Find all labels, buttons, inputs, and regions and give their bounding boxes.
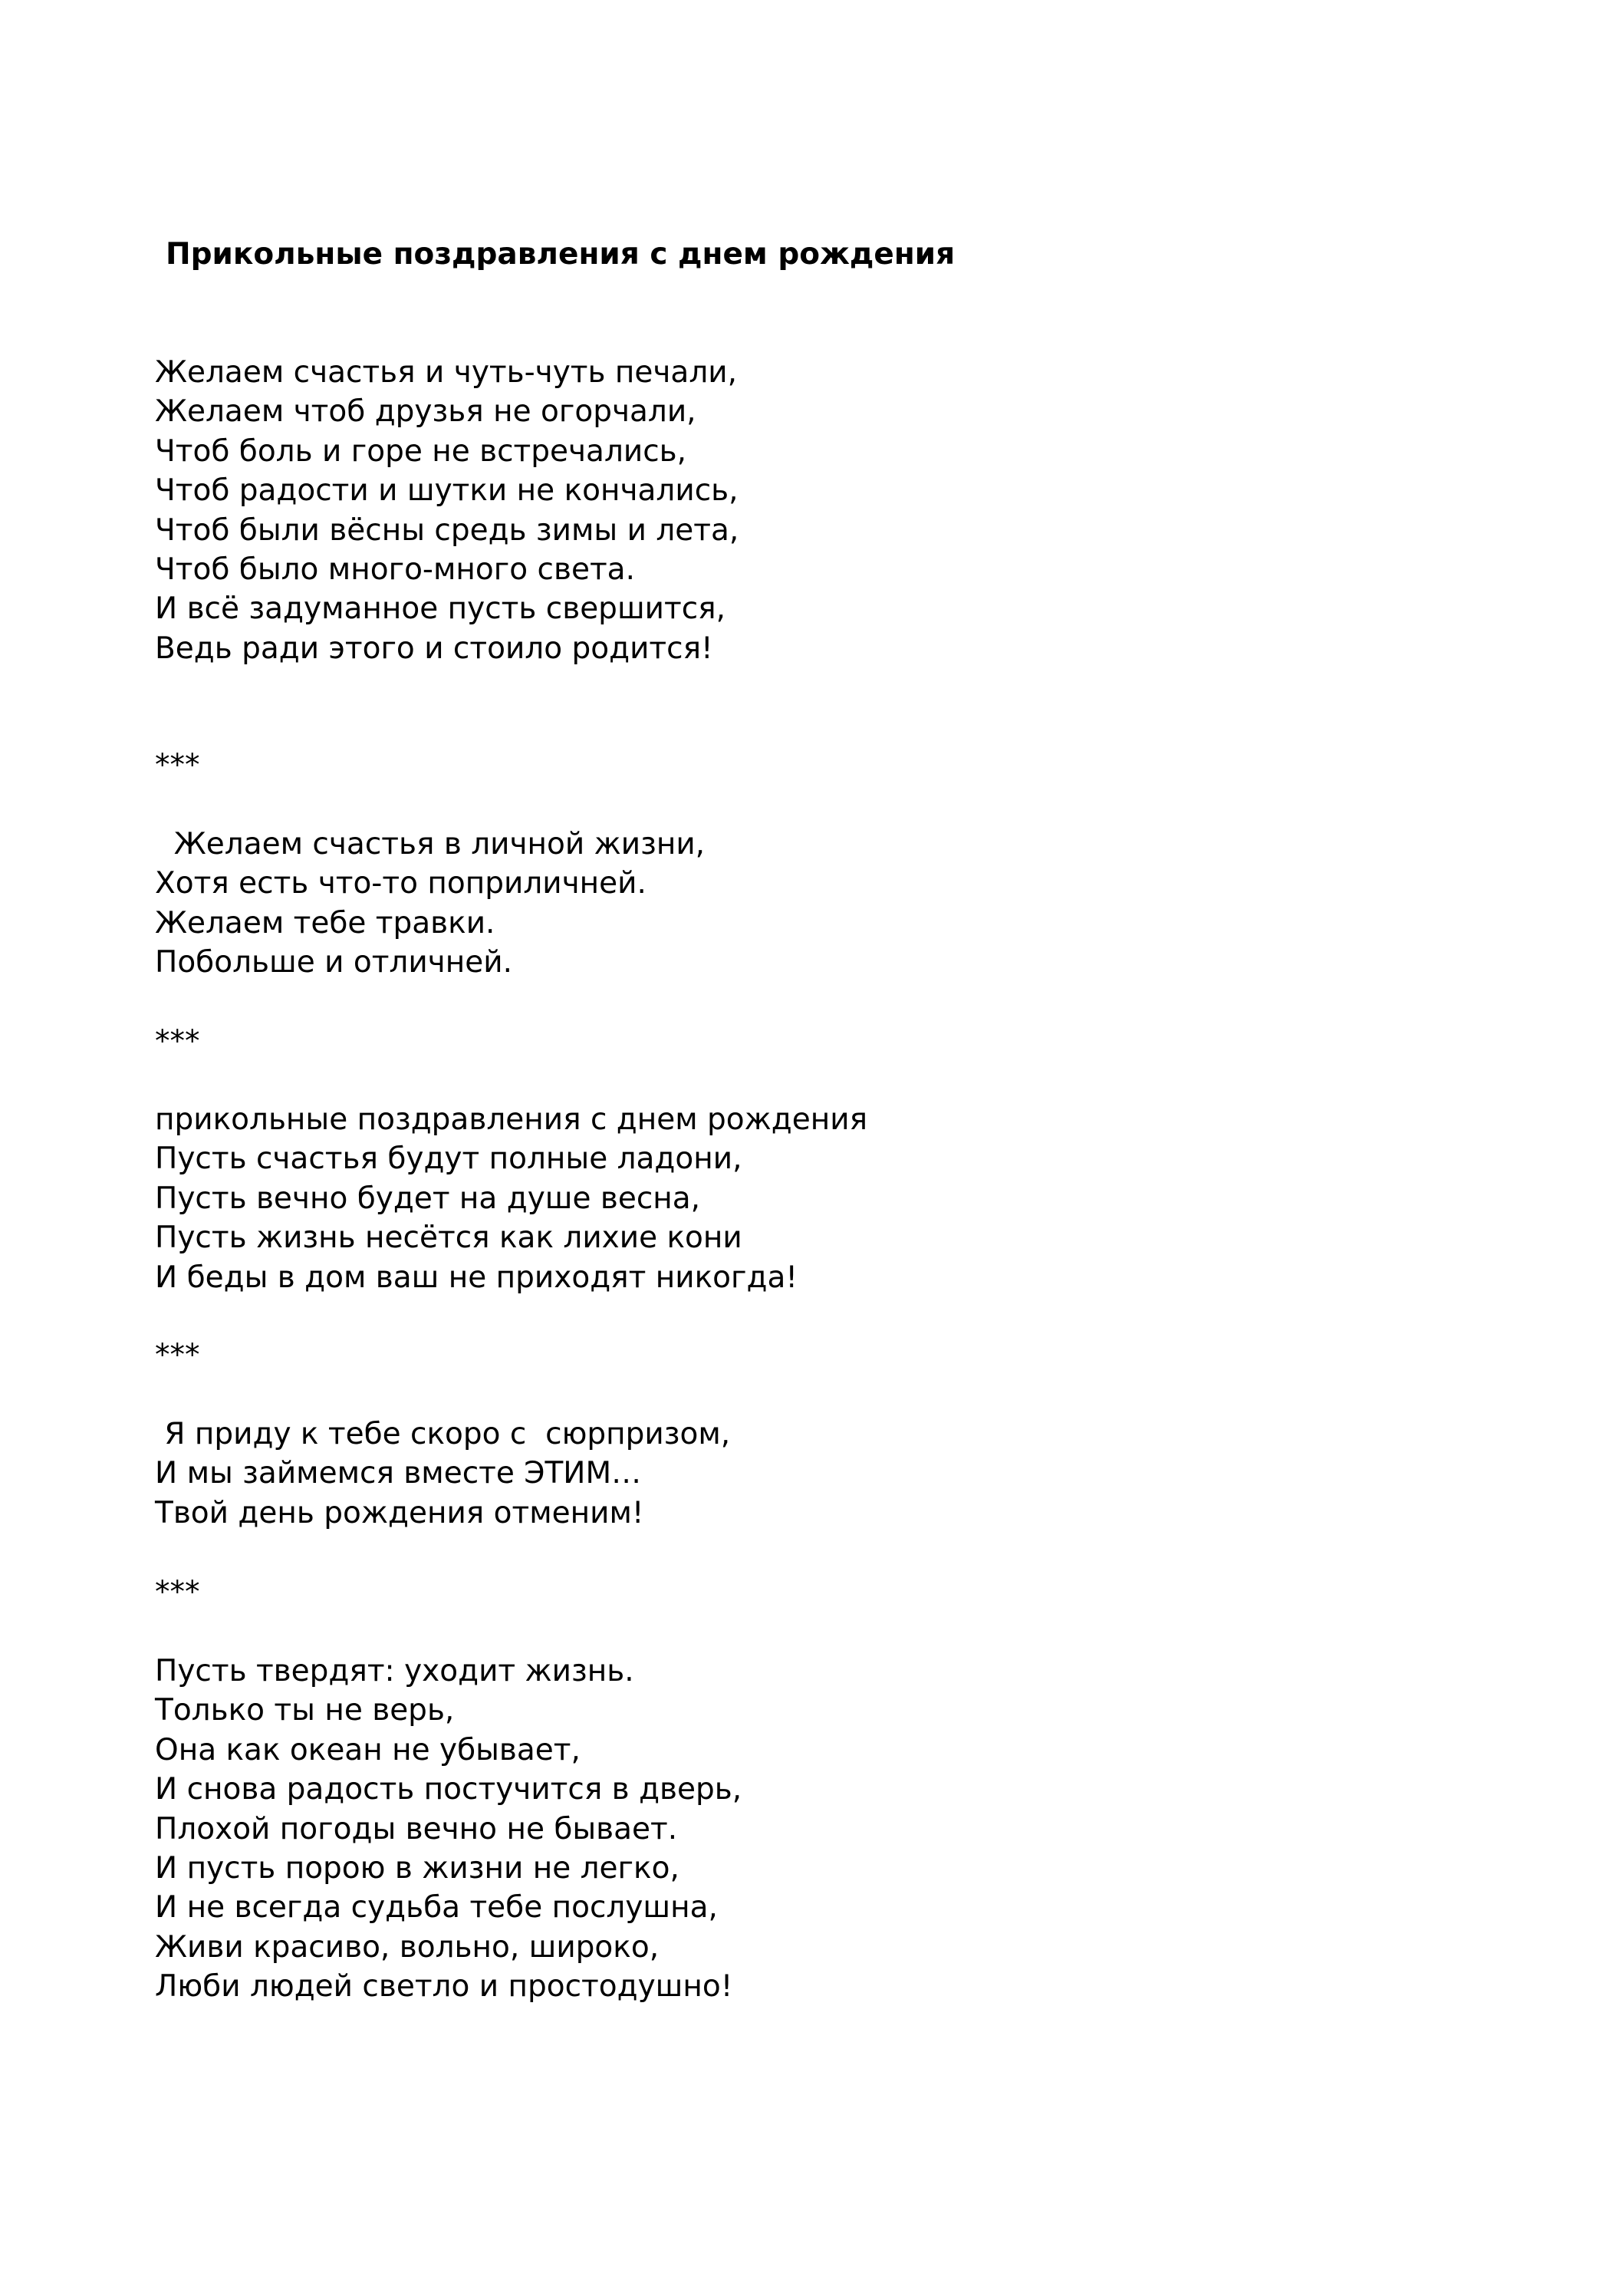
poem-line: Чтоб радости и шутки не кончались, bbox=[155, 473, 739, 509]
poem-line: И снова радость постучится в дверь, bbox=[155, 1772, 742, 1807]
poem-1 bbox=[155, 353, 739, 668]
poem-line: И беды в дом ваш не приходят никогда! bbox=[155, 1260, 798, 1295]
poem-line: Пусть счастья будут полные ладони, bbox=[155, 1141, 742, 1177]
poem-line: Плохой погоды вечно не бывает. bbox=[155, 1811, 678, 1846]
poem-4 bbox=[155, 1415, 730, 1533]
poem-line: Пусть твердят: уходит жизнь. bbox=[155, 1654, 634, 1688]
poem-line: Желаем счастья в личной жизни, bbox=[155, 827, 706, 861]
poem-line: Желаем чтоб друзья не огорчали, bbox=[155, 394, 696, 430]
separator-3: *** bbox=[155, 1338, 200, 1372]
document-title: Прикольные поздравления с днем рождения bbox=[166, 237, 956, 272]
poem-line: Я приду к тебе скоро с сюрпризом, bbox=[155, 1417, 731, 1451]
poem-line: И мы займемся вместе ЭТИМ… bbox=[155, 1456, 642, 1491]
poem-3 bbox=[155, 1100, 867, 1297]
poem-2 bbox=[155, 825, 705, 983]
poem-line: Желаем счастья и чуть-чуть печали, bbox=[155, 355, 737, 390]
poem-5 bbox=[155, 1652, 742, 2007]
separator-4: *** bbox=[155, 1575, 200, 1609]
poem-line: И всё задуманное пусть свершится, bbox=[155, 591, 725, 627]
poem-line: И пусть порою в жизни не легко, bbox=[155, 1850, 679, 1886]
poem-line: Живи красиво, вольно, широко, bbox=[155, 1929, 660, 1965]
poem-line: Чтоб боль и горе не встречались, bbox=[155, 433, 687, 469]
poem-line: Пусть жизнь несётся как лихие кони bbox=[155, 1220, 742, 1256]
poem-line: Ведь ради этого и стоило родится! bbox=[155, 631, 713, 666]
poem-line: И не всегда судьба тебе послушна, bbox=[155, 1890, 718, 1925]
poem-line: Чтоб было много-много света. bbox=[155, 552, 635, 587]
poem-line: Хотя есть что-то поприличней. bbox=[155, 866, 646, 901]
separator-2: *** bbox=[155, 1024, 200, 1059]
poem-line: Побольше и отличней. bbox=[155, 945, 512, 980]
poem-line: Люби людей светло и простодушно! bbox=[155, 1969, 733, 2004]
poem-line: Твой день рождения отменим! bbox=[155, 1495, 644, 1530]
poem-line: Она как океан не убывает, bbox=[155, 1732, 581, 1767]
poem-line: Пусть вечно будет на душе весна, bbox=[155, 1181, 701, 1216]
separator-1: *** bbox=[155, 748, 200, 782]
poem-line: Чтоб были вёсны средь зимы и лета, bbox=[155, 512, 739, 548]
poem-line: Желаем тебе травки. bbox=[155, 905, 495, 940]
poem-line: прикольные поздравления с днем рождения bbox=[155, 1102, 868, 1137]
poem-line: Только ты не верь, bbox=[155, 1693, 455, 1728]
